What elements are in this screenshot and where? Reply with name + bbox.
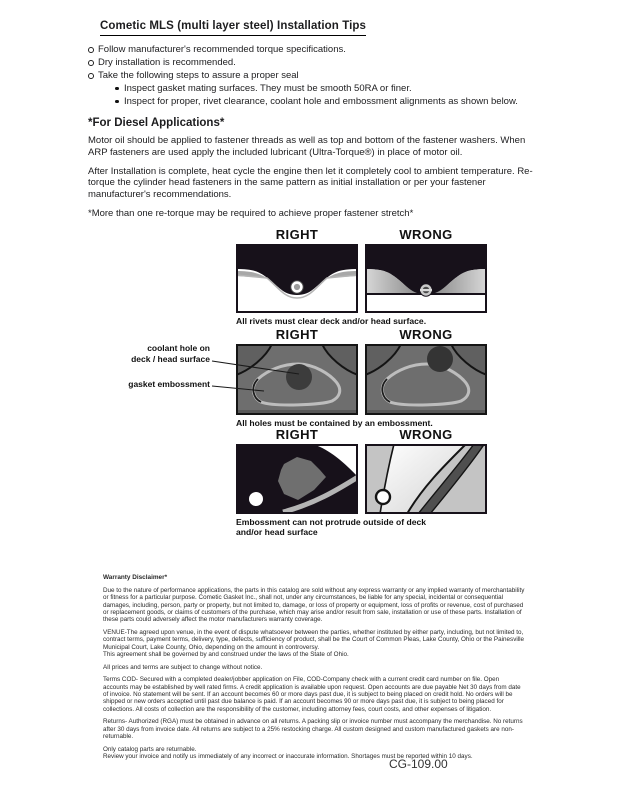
paragraph: Returns- Authorized (RGA) must be obtained in advance on all returns. A packing slip or invoice number must accompany the merchandise. No returns after 30 days from invoice date. All returns are subject to a 25% restocking charge. All custom designed and custom manufactured gaskets are non-returnable. (103, 718, 523, 741)
page-title: Cometic MLS (multi layer steel) Installation Tips (100, 20, 366, 36)
right-label: RIGHT (275, 427, 319, 442)
diesel-applications-section (88, 117, 540, 227)
figure-caption (236, 517, 487, 537)
wrong-label: WRONG (399, 227, 453, 242)
rivet-wrong-diagram (365, 244, 487, 313)
right-label: RIGHT (275, 327, 319, 342)
right-label: RIGHT (275, 227, 319, 242)
disclaimer-heading: Warranty Disclaimer* (103, 574, 168, 581)
protrude-wrong-diagram (365, 444, 487, 514)
list-item: Follow manufacturer's recommended torque specifications. (88, 43, 558, 56)
caption-line: Embossment can not protrude outside of deck (236, 517, 427, 527)
rivet-right-diagram (236, 244, 358, 313)
page-code: CG-109.00 (389, 757, 448, 771)
paragraph: Terms COD- Secured with a completed dealer/jobber application on File, COD-Company check with a current credit card number on file. Open accounts may be established by well rated firms. A credit application is available upon request. Open accounts are due payable Net 30 days from date of invoice. No statement will be sent. If an account becomes 60 or more days past due, it is subject to being placed on credit hold. No orders will be shipped or new orders accepted until past due balance is paid. If an account becomes 90 or more days past due, it is subject to being placed for collections. All costs of collection are the responsibility of the customer, including attorney fees, court costs, and other expenses of litigation. (103, 676, 521, 713)
gasket-embossment-callout: gasket embossment (128, 379, 210, 389)
list-item: Dry installation is recommended. (88, 56, 558, 69)
hole-right-diagram (236, 344, 358, 415)
installation-tips-list (88, 43, 558, 108)
figure-rivet-clearance (236, 227, 487, 326)
figure-caption: All rivets must clear deck and/or head surface. (236, 316, 427, 326)
hole-wrong-diagram (365, 344, 487, 415)
protrude-right-diagram (236, 444, 358, 514)
figure-hole-embossment (236, 327, 487, 428)
paragraph: This agreement shall be governed by and construed under the laws of the State of Ohio. (103, 650, 349, 658)
list-item: Take the following steps to assure a proper seal (88, 69, 558, 82)
paragraph: Due to the nature of performance applications, the parts in this catalog are sold without any express warranty or any implied warranty of merchantability or fitness for a particular purpose. Cometic Gasket Inc., shall not, under any circumstances, be liable for any special, incidental or consequential damages, including, person, party or property, but not limited to, damage, or loss of property or equipment, loss of profits or revenue, cost of purchased or replacement goods, or claims of customers of the purchase, which may arise and/or result from sale, installation or use of these parts. Installation of these parts could adversely affect the motor manufacturers warranty coverage. (103, 587, 525, 624)
list-item: Inspect gasket mating surfaces. They must be smooth 50RA or finer. (115, 82, 558, 95)
paragraph: All prices and terms are subject to change without notice. (103, 663, 263, 671)
wrong-label: WRONG (399, 327, 453, 342)
coolant-hole-callout (80, 343, 210, 364)
callout-line: coolant hole on (147, 343, 210, 353)
caption-line: and/or head surface (236, 527, 318, 537)
list-item: Inspect for proper, rivet clearance, coolant hole and embossment alignments as shown below. (115, 95, 558, 108)
wrong-label: WRONG (399, 427, 453, 442)
paragraph: Motor oil should be applied to fastener threads as well as top and bottom of the fastener washers. When ARP fasteners are used apply the included lubricant (Ultra-Torque®) in place of motor oil. (88, 135, 526, 158)
figure-caption: All holes must be contained by an embossment. (236, 418, 433, 428)
section-heading: *For Diesel Applications* (88, 117, 225, 129)
paragraph: After Installation is complete, heat cycle the engine then let it completely cool to ambient temperature. Re-torque the cylinder head fasteners in the same pattern as initial installation or per your fastener manufacturer's recommendations. (88, 165, 533, 200)
paragraph: *More than one re-torque may be required to achieve proper fastener stretch* (88, 207, 414, 219)
callout-line: deck / head surface (131, 353, 210, 364)
paragraph: Only catalog parts are returnable. (103, 745, 197, 753)
paragraph: VENUE-The agreed upon venue, in the event of dispute whatsoever between the parties, whether instituted by either party, including, but not limited to, contract terms, payment terms, delivery, type, defects, sufficiency of product, shall be the Court of Common Pleas, Lake County, Ohio or the Painesville Municipal Court, Lake County, Ohio, depending on the amount in controversy. (103, 628, 525, 651)
warranty-disclaimer-section (103, 574, 525, 766)
figure-embossment-protrude (236, 427, 487, 537)
paragraph: Review your invoice and notify us immediately of any incorrect or inaccurate information. Shortages must be reported within 10 days. (103, 753, 473, 761)
